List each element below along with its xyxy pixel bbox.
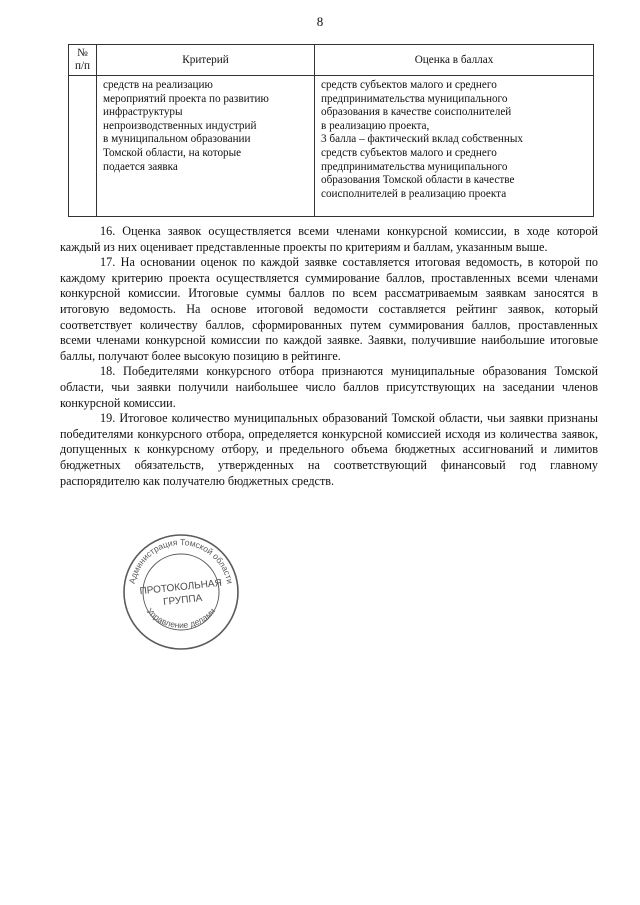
page-number: 8	[316, 14, 324, 29]
row-criterion-cell	[97, 76, 315, 217]
paragraph-16: 16. Оценка заявок осуществляется всеми членами конкурсной комиссии, в ходе которой каждый из них оценивает представленные проекты по критериям и баллам, указанным выше.	[60, 224, 598, 254]
row-number-cell	[69, 76, 97, 217]
row-score-text: средств субъектов малого и среднего предпринимательства муниципального образования в качестве соисполнителей в реализацию проекта, 3 балла – фактический вклад собственных средств субъектов малого и среднего предпринимательства муниципального образования Томской области в качестве соисполнителей в реализацию проекта	[321, 79, 524, 200]
row-score-cell	[315, 76, 594, 217]
stamp-bottom-text: Управление делами	[144, 605, 218, 631]
stamp-inner-line1: ПРОТОКОЛЬНАЯ	[139, 577, 223, 598]
stamp-inner-line2: ГРУППА	[162, 592, 203, 609]
header-number: № п/п	[69, 45, 97, 76]
paragraph-18: 18. Победителями конкурсного отбора признаются муниципальные образования Томской области, чьи заявки получили наибольшее число баллов присутствующих на заседании членов конкурсной комиссии.	[60, 364, 598, 410]
stamp-ring-text: Администрация Томской области	[126, 536, 236, 585]
paragraph-19: 19. Итоговое количество муниципальных образований Томской области, чьи заявки признаны победителями конкурсного отбора, определяется конкурсной комиссией исходя из количества заявок, допущенных к конкурсному отбору, и предельного объема бюджетных ассигнований и лимитов бюджетных обязательств, утвержденных на соответствующий финансовый год главному распорядителю как получателю бюджетных средств.	[60, 411, 598, 488]
criteria-table	[68, 44, 594, 217]
header-criterion: Критерий	[97, 45, 315, 76]
table-header-row	[69, 45, 594, 76]
row-criterion-text: средств на реализацию мероприятий проекта по развитию инфраструктуры непроизводственных индустрий в муниципальном образовании Томской области, на которые подается заявка	[103, 79, 269, 173]
paragraph-17: 17. На основании оценок по каждой заявке составляется итоговая ведомость, в которой по каждому критерию проекта осуществляется суммирование баллов, проставленных всеми членами конкурсной комиссии. Итоговые суммы баллов по всем рассматриваемым заявкам заносятся в итоговую ведомость. На основе итоговой ведомости составляется рейтинг заявок, который соответствует количеству баллов, сформированных путем суммирования баллов, проставленных всеми членами конкурсной комиссии по каждой заявке. Заявки, получившие наибольшие итоговые баллы, получают более высокую позицию в рейтинге.	[60, 255, 598, 363]
stamp-seal	[116, 530, 246, 650]
header-score: Оценка в баллах	[315, 45, 594, 76]
table-row	[69, 76, 594, 217]
body-text	[60, 224, 598, 489]
